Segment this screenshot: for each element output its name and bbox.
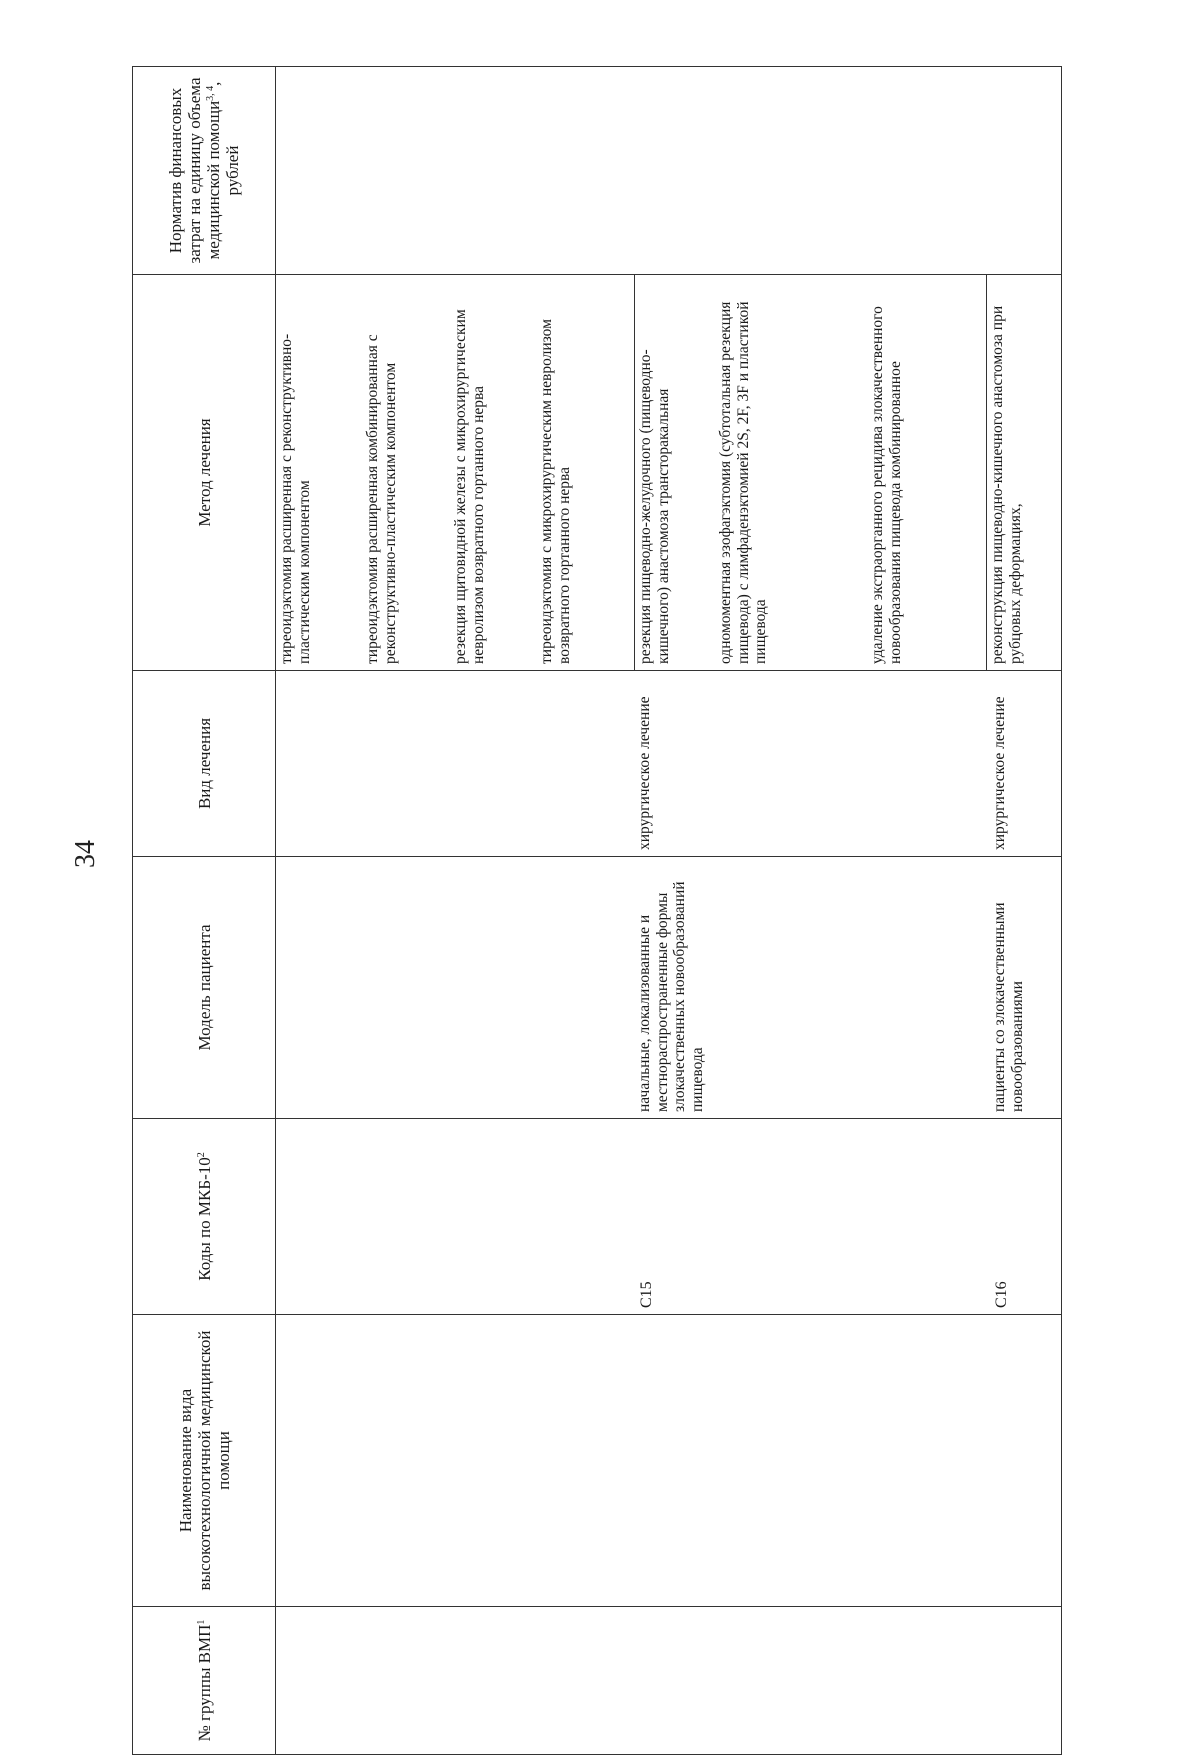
cell-treatment-type (276, 671, 1062, 857)
cell-vmp-name (276, 1315, 1062, 1607)
method-item: удаление экстраорганного рецидива злокачественного новообразования пищевода комбинированное (869, 306, 904, 664)
treatment-type-stomach: хирургическое лечение (991, 696, 1008, 850)
header-treatment-type: Вид лечения (133, 671, 276, 857)
header-icd-codes: Коды по МКБ-$10^2$ (133, 1119, 276, 1315)
vmp-table-sheet (132, 67, 1062, 1755)
cell-patient-model (276, 857, 1062, 1119)
cell-icd-codes (276, 1119, 1062, 1315)
method-item: резекция щитовидной железы с микрохирургическим невролизом возвратного гортанного нерва (452, 309, 487, 664)
table-header-row (133, 67, 276, 1755)
header-vmp-name: Наименование вида высокотехнологичной медицинской помощи (133, 1315, 276, 1607)
header-cost-standard: Норматив финансовых затрат на единицу объема медицинской помощи$^{3, 4}$, рублей (133, 67, 276, 275)
icd-code-c16: C16 (993, 1281, 1010, 1308)
header-treatment-method: Метод лечения (133, 275, 276, 671)
method-item: тиреоидэктомия расширенная комбинированная с реконструктивно-пластическим компонентом (364, 334, 399, 664)
method-item: резекция пищеводно-желудочного (пищеводно-кишечного) анастомоза трансторакальная (634, 275, 715, 670)
treatment-type-esophagus: хирургическое лечение (636, 696, 653, 850)
method-item: одномоментная эзофагэктомия (субтотальная резекция пищевода) с лимфаденэктомией 2S, 2F, 3F и пластикой пищевода (717, 301, 769, 664)
icd-code-c15: C15 (638, 1281, 655, 1308)
patient-model-esophagus: начальные, локализованные и местнораспространенные формы злокачественных новообразований пищевода (636, 881, 706, 1112)
cell-treatment-method (276, 275, 1062, 671)
method-item: реконструкция пищеводно-кишечного анастомоза при рубцовых деформациях, (986, 275, 1055, 670)
page-number: 34 (70, 840, 101, 868)
table-row (276, 67, 1062, 1755)
cell-cost-standard (276, 67, 1062, 275)
header-patient-model: Модель пациента (133, 857, 276, 1119)
cell-group-number (276, 1607, 1062, 1755)
header-group-number: № группы ВМП$^1$ (133, 1607, 276, 1755)
patient-model-stomach: пациенты со злокачественными новообразованиями (991, 902, 1026, 1112)
vmp-table (132, 66, 1062, 1755)
method-item: тиреоидэктомия расширенная с реконструктивно-пластическим компонентом (278, 333, 313, 664)
method-item: тиреоидэктомия с микрохирургическим невролизом возвратного гортанного нерва (538, 319, 573, 664)
